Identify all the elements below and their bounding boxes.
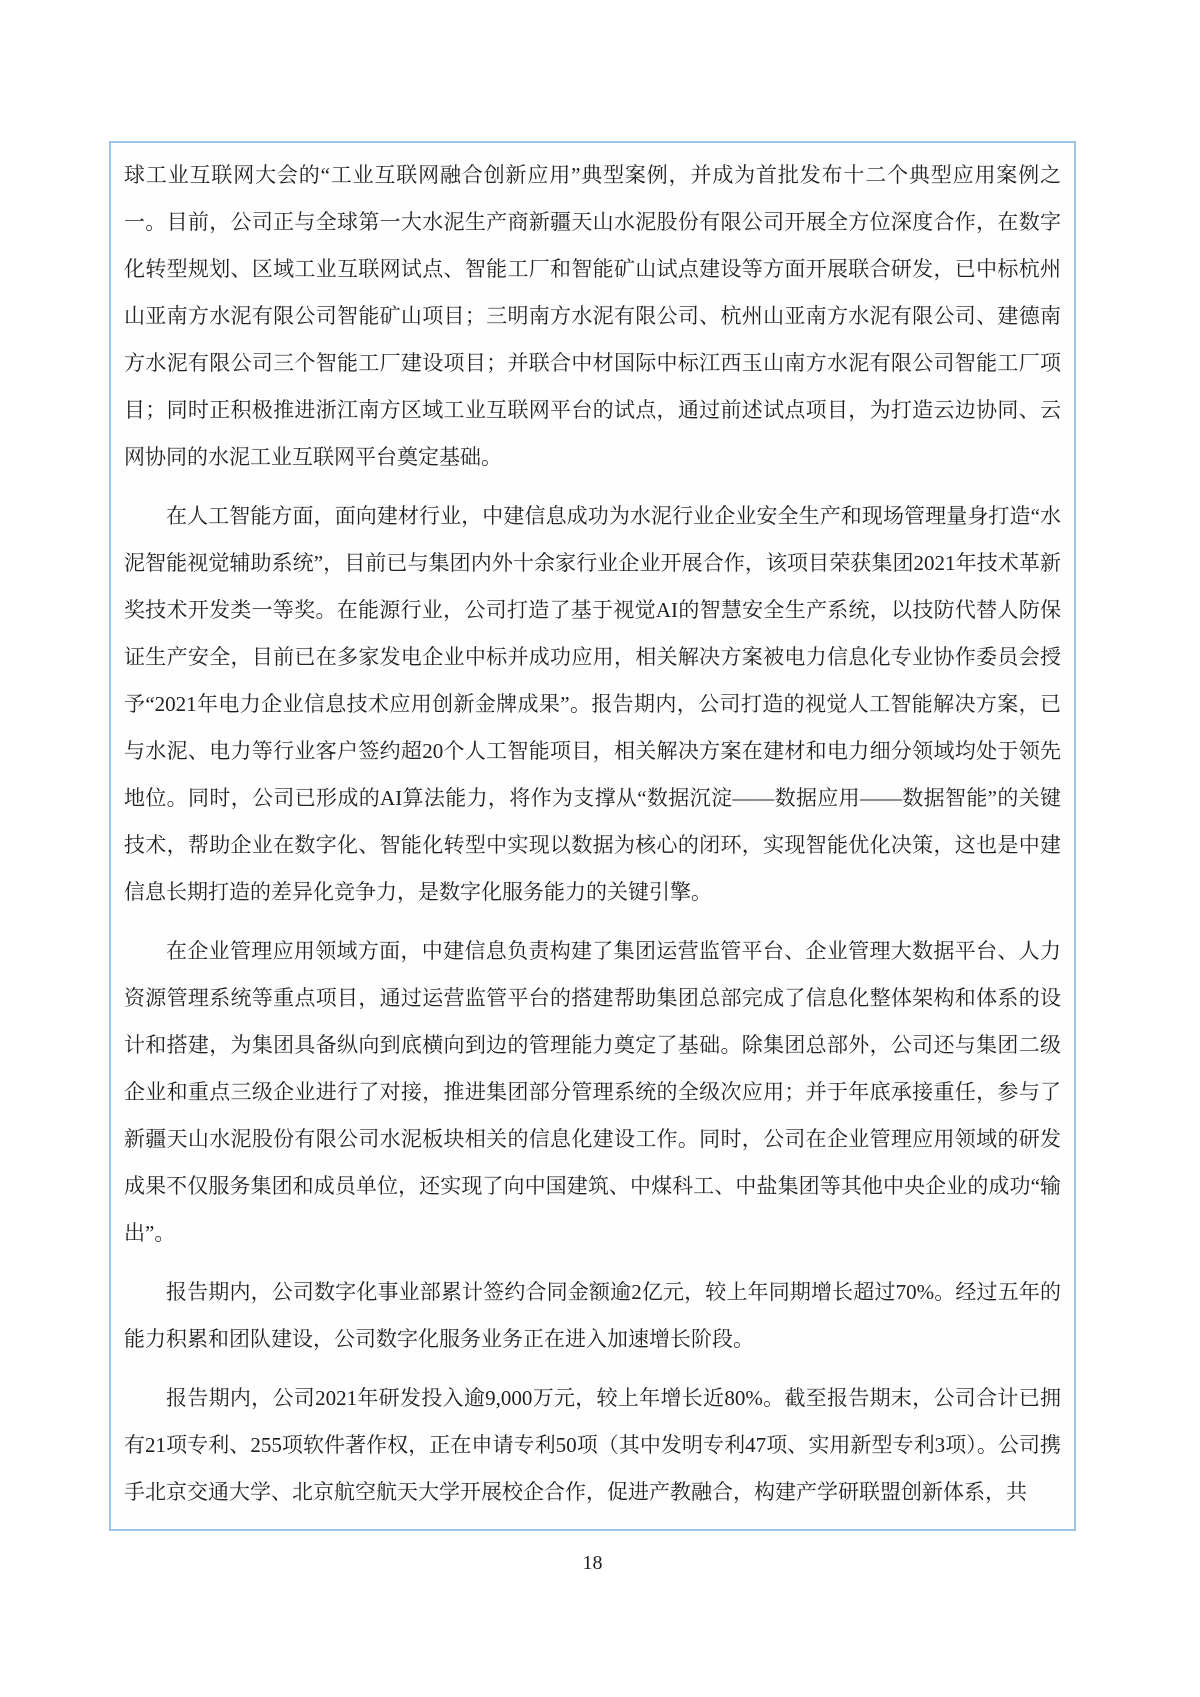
page-number: 18	[582, 1552, 603, 1574]
text-border-box	[109, 141, 1076, 1531]
paragraph-ai-section: 在人工智能方面，面向建材行业，中建信息成功为水泥行业企业安全生产和现场管理量身打造“水泥智能视觉辅助系统”，目前已与集团内外十余家行业企业开展合作，该项目荣获集团2021年技术革新奖技术开发类一等奖。在能源行业，公司打造了基于视觉AI的智慧安全生产系统，以技防代替人防保证生产安全，目前已在多家发电企业中标并成功应用，相关解决方案被电力信息化专业协作委员会授予“2021年电力企业信息技术应用创新金牌成果”。报告期内，公司打造的视觉人工智能解决方案，已与水泥、电力等行业客户签约超20个人工智能项目，相关解决方案在建材和电力细分领域均处于领先地位。同时，公司已形成的AI算法能力，将作为支撑从“数据沉淀——数据应用——数据智能”的关键技术，帮助企业在数字化、智能化转型中实现以数据为核心的闭环，实现智能优化决策，这也是中建信息长期打造的差异化竞争力，是数字化服务能力的关键引擎。	[124, 504, 1061, 904]
paragraph-rd-investment: 报告期内，公司2021年研发投入逾9,000万元，较上年增长近80%。截至报告期末，公司合计已拥有21项专利、255项软件著作权，正在申请专利50项（其中发明专利47项、实用新型专利3项）。公司携手北京交通大学、北京航空航天大学开展校企合作，促进产教融合，构建产学研联盟创新体系，共	[124, 1386, 1061, 1504]
paragraph-contract-amount: 报告期内，公司数字化事业部累计签约合同金额逾2亿元，较上年同期增长超过70%。经过五年的能力积累和团队建设，公司数字化服务业务正在进入加速增长阶段。	[124, 1280, 1061, 1351]
paragraph-enterprise-management: 在企业管理应用领域方面，中建信息负责构建了集团运营监管平台、企业管理大数据平台、人力资源管理系统等重点项目，通过运营监管平台的搭建帮助集团总部完成了信息化整体架构和体系的设计和搭建，为集团具备纵向到底横向到边的管理能力奠定了基础。除集团总部外，公司还与集团二级企业和重点三级企业进行了对接，推进集团部分管理系统的全级次应用；并于年底承接重任，参与了新疆天山水泥股份有限公司水泥板块相关的信息化建设工作。同时，公司在企业管理应用领域的研发成果不仅服务集团和成员单位，还实现了向中国建筑、中煤科工、中盐集团等其他中央企业的成功“输出”。	[124, 939, 1061, 1245]
paragraph-continuation: 球工业互联网大会的“工业互联网融合创新应用”典型案例，并成为首批发布十二个典型应用案例之一。目前，公司正与全球第一大水泥生产商新疆天山水泥股份有限公司开展全方位深度合作，在数字化转型规划、区域工业互联网试点、智能工厂和智能矿山试点建设等方面开展联合研发，已中标杭州山亚南方水泥有限公司智能矿山项目；三明南方水泥有限公司、杭州山亚南方水泥有限公司、建德南方水泥有限公司三个智能工厂建设项目；并联合中材国际中标江西玉山南方水泥有限公司智能工厂项目；同时正积极推进浙江南方区域工业互联网平台的试点，通过前述试点项目，为打造云边协同、云网协同的水泥工业互联网平台奠定基础。	[124, 163, 1061, 469]
